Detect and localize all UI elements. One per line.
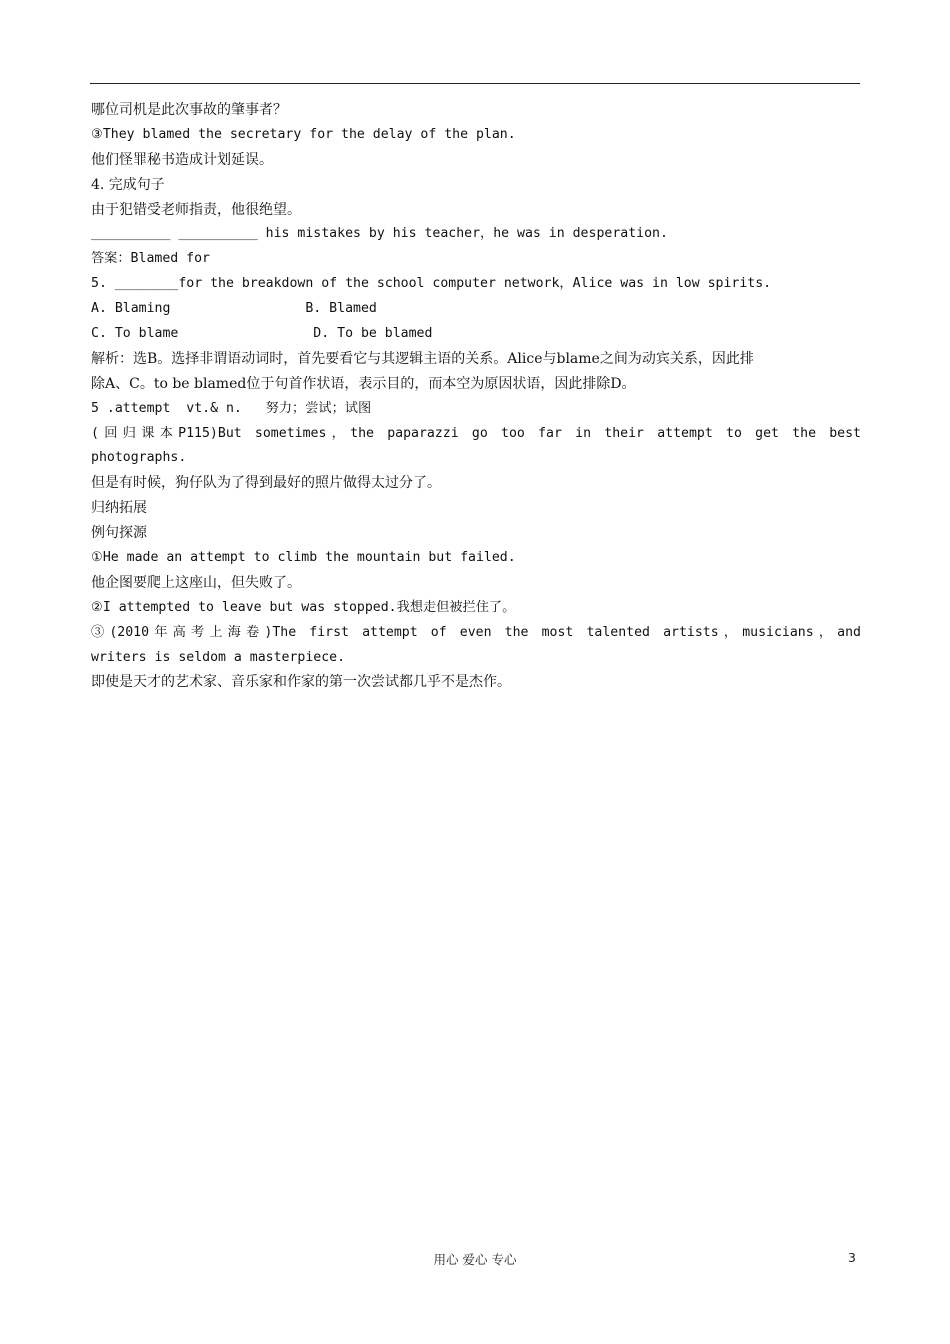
question-line: 5. ________for the breakdown of the school computer network，Alice was in low spirits.	[91, 276, 772, 292]
text-line: 哪位司机是此次事故的肇事者？	[91, 102, 287, 118]
example-line: ③(2010年高考上海卷)The first attempt of even the most talented artists，musicians，and	[91, 624, 861, 640]
text-line: 即使是天才的艺术家、音乐家和作家的第一次尝试都几乎不是杰作。	[91, 674, 511, 691]
page-number: 3	[848, 1250, 856, 1265]
section-heading: 例句探源	[91, 525, 147, 542]
footer-slogan: 用心 爱心 专心	[433, 1252, 517, 1267]
option-line: A. Blaming B. Blamed	[91, 301, 377, 317]
text-line: 他企图要爬上这座山，但失败了。	[91, 574, 301, 591]
example-line: writers is seldom a masterpiece.	[91, 649, 346, 665]
explanation-line: 除A、C。to be blamed位于句首作状语，表示目的，而本空为原因状语，因此排除D。	[91, 375, 636, 392]
text-line: 但是有时候，狗仔队为了得到最好的照片做得太过分了。	[91, 475, 441, 492]
header-rule	[90, 83, 860, 84]
section-heading: 归纳拓展	[91, 500, 147, 517]
section-heading: 4. 完成句子	[91, 176, 165, 193]
option-line: C. To blame D. To be blamed	[91, 326, 433, 342]
text-line: (回归课本P115)But sometimes，the paparazzi go too far in their attempt to get the best	[91, 425, 861, 441]
vocab-heading: 5 .attempt vt.& n. 努力；尝试；试图	[91, 400, 372, 416]
text-line: 由于犯错受老师指责，他很绝望。	[91, 201, 301, 218]
text-line: photographs.	[91, 450, 187, 466]
answer-line: 答案：Blamed for	[91, 251, 210, 267]
document-body	[91, 98, 861, 695]
example-line: ②I attempted to leave but was stopped.我想走但被拦住了。	[91, 599, 516, 615]
text-line: 他们怪罪秘书造成计划延误。	[91, 151, 273, 168]
text-line: ③They blamed the secretary for the delay of the plan.	[91, 126, 516, 142]
fill-in-blank-line: __________ __________ his mistakes by his teacher，he was in desperation.	[91, 226, 668, 242]
example-line: ①He made an attempt to climb the mountain but failed.	[91, 550, 516, 566]
explanation-line: 解析：选B。选择非谓语动词时，首先要看它与其逻辑主语的关系。Alice与blame之间为动宾关系，因此排	[91, 350, 754, 367]
